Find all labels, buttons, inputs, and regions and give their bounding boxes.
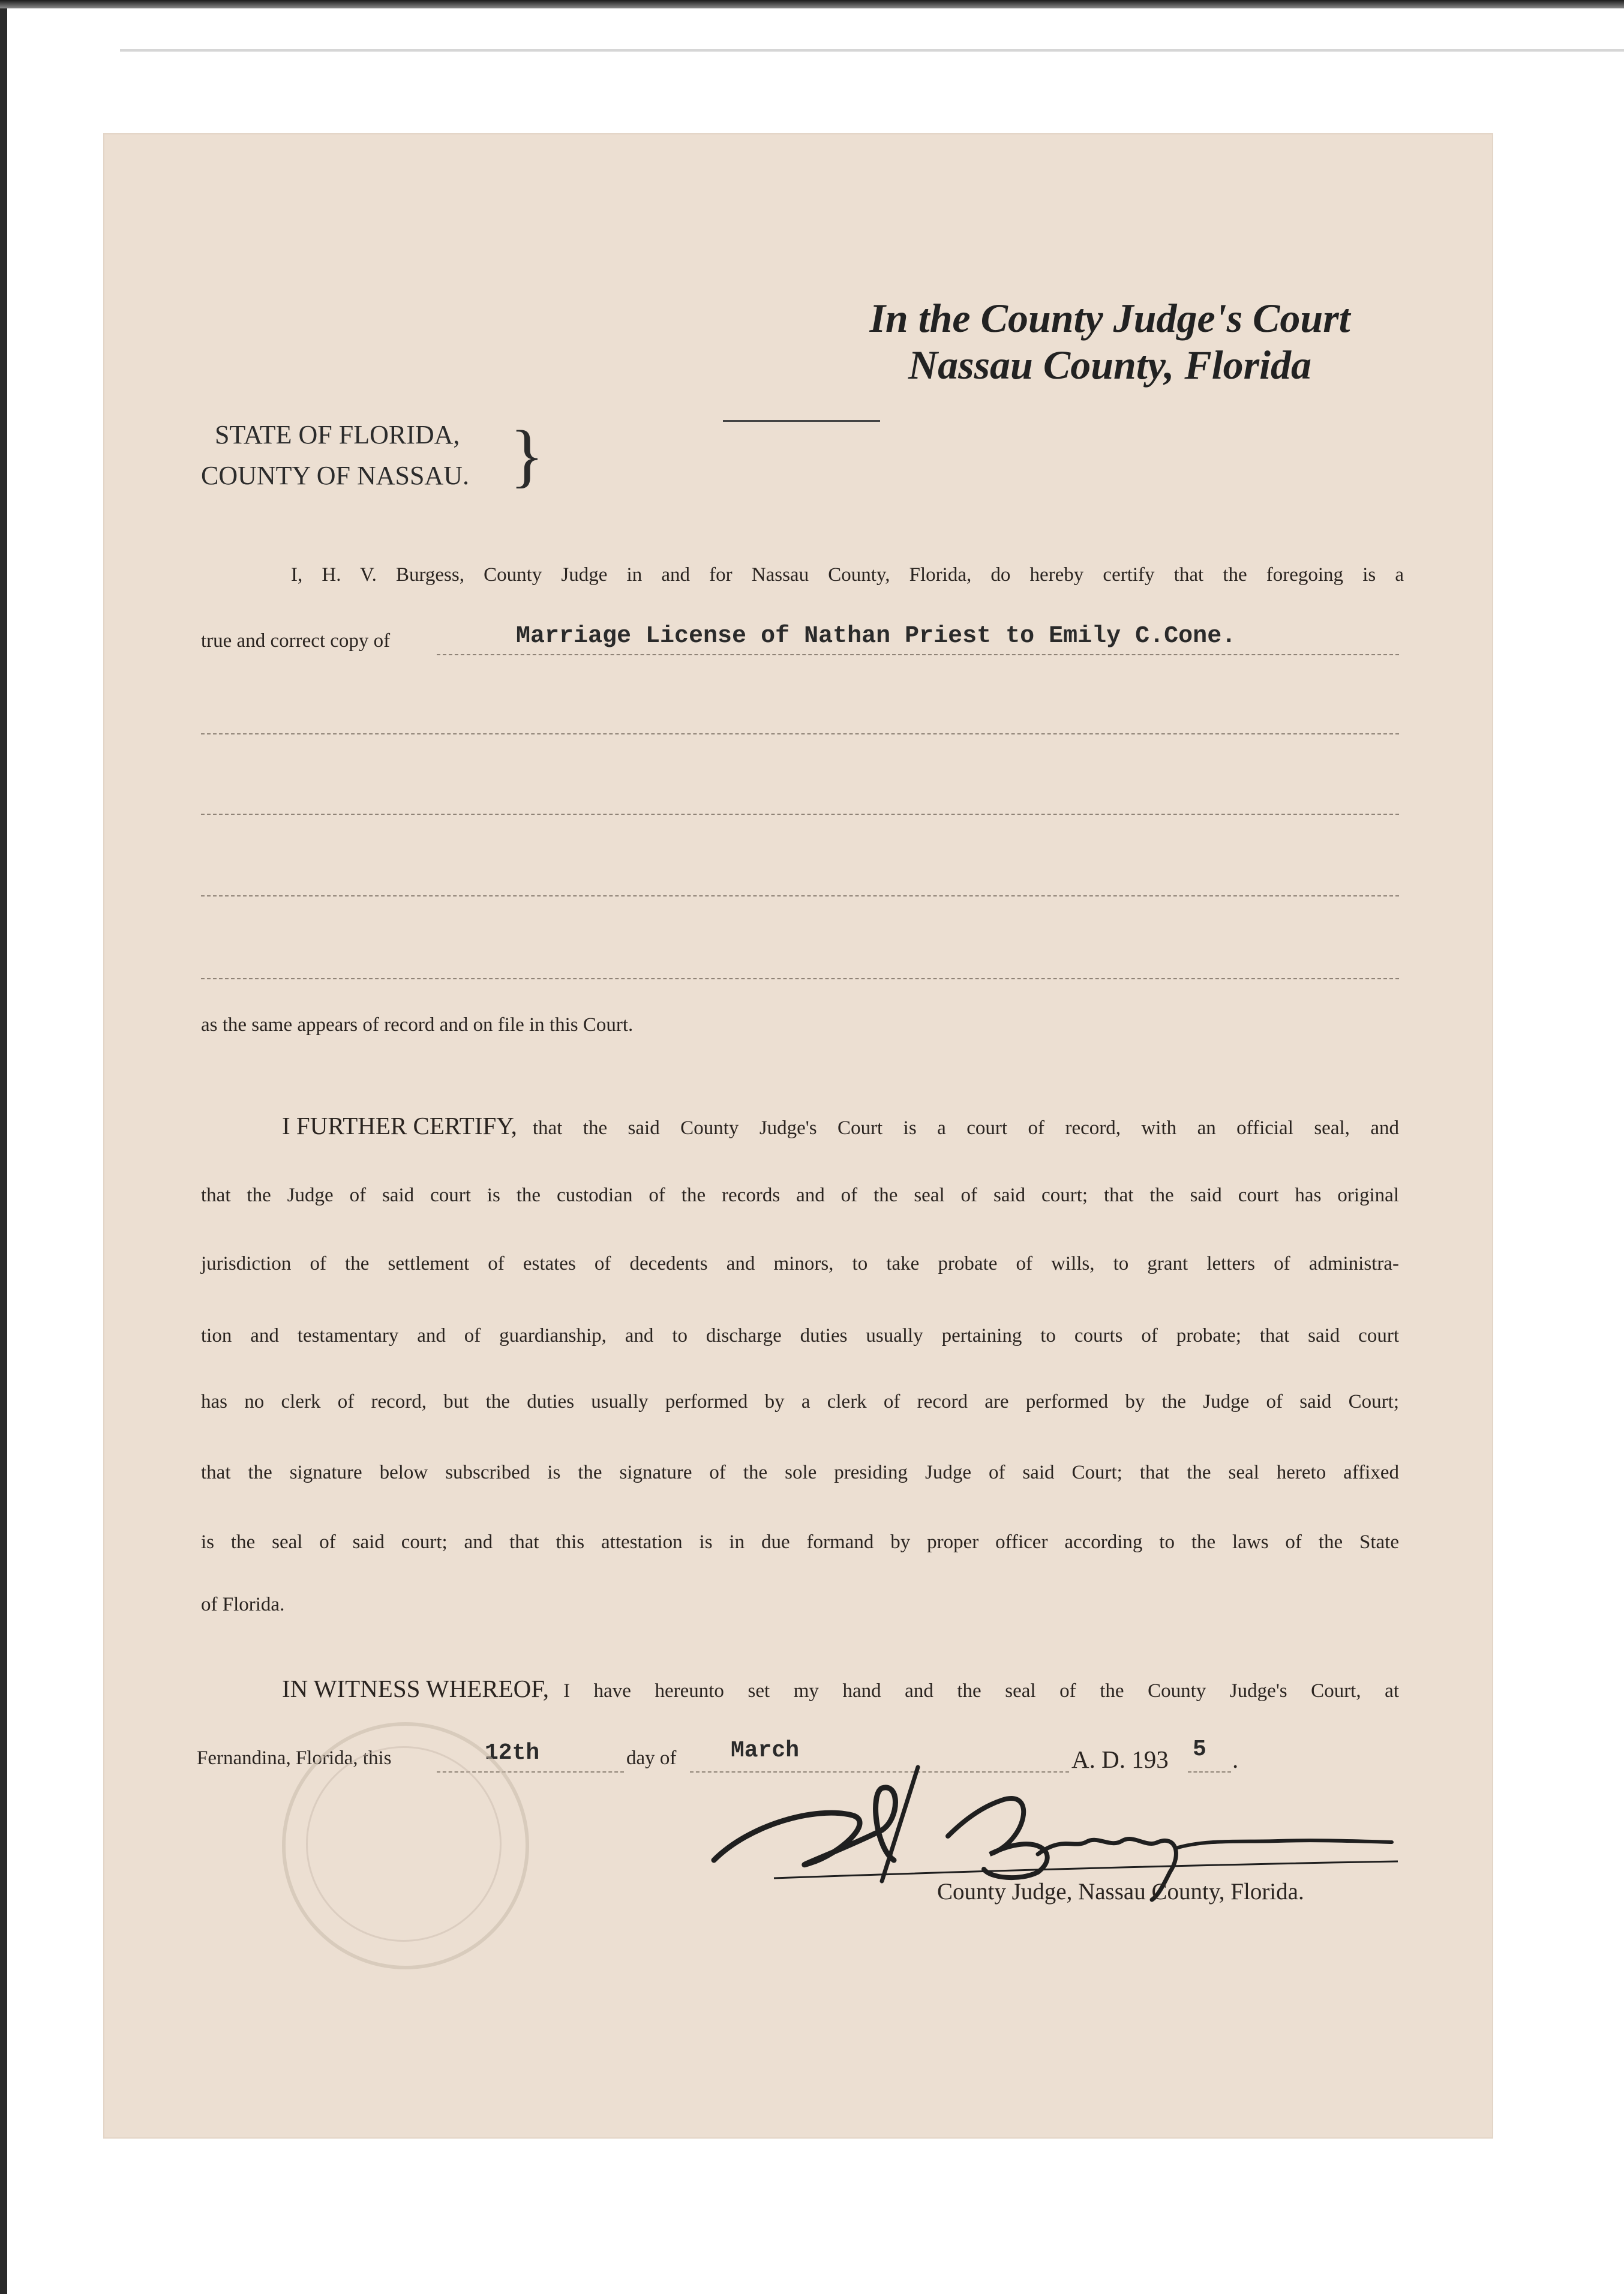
blank-line-4 [201, 978, 1399, 979]
blank-line-1 [201, 733, 1399, 734]
venue-county: COUNTY OF NASSAU. [201, 461, 469, 490]
document-description: Marriage License of Nathan Priest to Emily C.Cone. [516, 623, 1236, 650]
venue-state: STATE OF FLORIDA, [215, 420, 460, 449]
heading-rule [723, 420, 880, 422]
further-certify-line-7-text: is the seal of said court; and that this attestation is in due formand by proper officer according to the laws of the State [201, 1531, 1399, 1553]
blank-line-3 [201, 895, 1399, 896]
witness-place: Fernandina, Florida, this [197, 1747, 392, 1769]
further-certify-line-7 [201, 1531, 1399, 1554]
further-certify-line-3-text: jurisdiction of the settlement of estates of decedents and minors, to take probate of wills, to grant letters of administra- [201, 1253, 1399, 1275]
witness-line-1-text: I have hereunto set my hand and the seal of the County Judge's Court, at [563, 1680, 1399, 1702]
further-certify-line-2-text: that the Judge of said court is the custodian of the records and of the seal of said court; that the said court has original [201, 1185, 1399, 1206]
witness-line-1 [282, 1674, 1399, 1703]
further-certify-line-5 [201, 1391, 1399, 1413]
witness-month: March [731, 1738, 800, 1764]
record-clause: as the same appears of record and on file in this Court. [201, 1014, 634, 1036]
further-certify-line-6 [201, 1462, 1399, 1484]
certificate-line-1 [291, 564, 1404, 586]
further-certify-line-3 [201, 1253, 1399, 1275]
witness-year-digit: 5 [1193, 1737, 1206, 1762]
witness-lead: IN WITNESS WHEREOF, [282, 1675, 550, 1702]
scan-inner-rule [120, 49, 1624, 52]
certificate-copy-prefix: true and correct copy of [201, 630, 391, 652]
further-certify-line-1 [282, 1111, 1399, 1140]
witness-day-of: day of [626, 1747, 677, 1769]
further-certify-line-2 [201, 1185, 1399, 1207]
witness-ad-prefix: A. D. 193 [1071, 1746, 1169, 1773]
embossed-court-seal [282, 1722, 529, 1969]
further-certify-line-1-text: that the said County Judge's Court is a court of record, with an official seal, and [532, 1117, 1399, 1139]
signature-title: County Judge, Nassau County, Florida. [937, 1879, 1304, 1905]
court-heading-line-2: Nassau County, Florida [908, 342, 1311, 388]
scan-frame-top [0, 0, 1624, 8]
scan-frame-left [0, 0, 7, 2294]
further-certify-line-5-text: has no clerk of record, but the duties usually performed by a clerk of record are performed by the Judge of said Court; [201, 1391, 1399, 1413]
further-certify-line-6-text: that the signature below subscribed is the signature of the sole presiding Judge of said Court; that the seal hereto affixed [201, 1462, 1399, 1483]
further-certify-line-4 [201, 1325, 1399, 1347]
venue-brace: } [510, 416, 544, 494]
witness-ad-suffix: . [1232, 1746, 1239, 1773]
further-certify-lead: I FURTHER CERTIFY, [282, 1112, 517, 1139]
further-certify-line-8: of Florida. [201, 1594, 285, 1615]
further-certify-line-4-text: tion and testamentary and of guardianship, and to discharge duties usually pertaining to courts of probate; that said court [201, 1325, 1399, 1347]
certificate-line-1-text: I, H. V. Burgess, County Judge in and for Nassau County, Florida, do hereby certify that the foregoing is a [291, 564, 1404, 586]
document-description-line [437, 654, 1399, 655]
court-heading-line-1: In the County Judge's Court [869, 295, 1350, 341]
blank-line-2 [201, 814, 1399, 815]
witness-day: 12th [485, 1740, 540, 1766]
